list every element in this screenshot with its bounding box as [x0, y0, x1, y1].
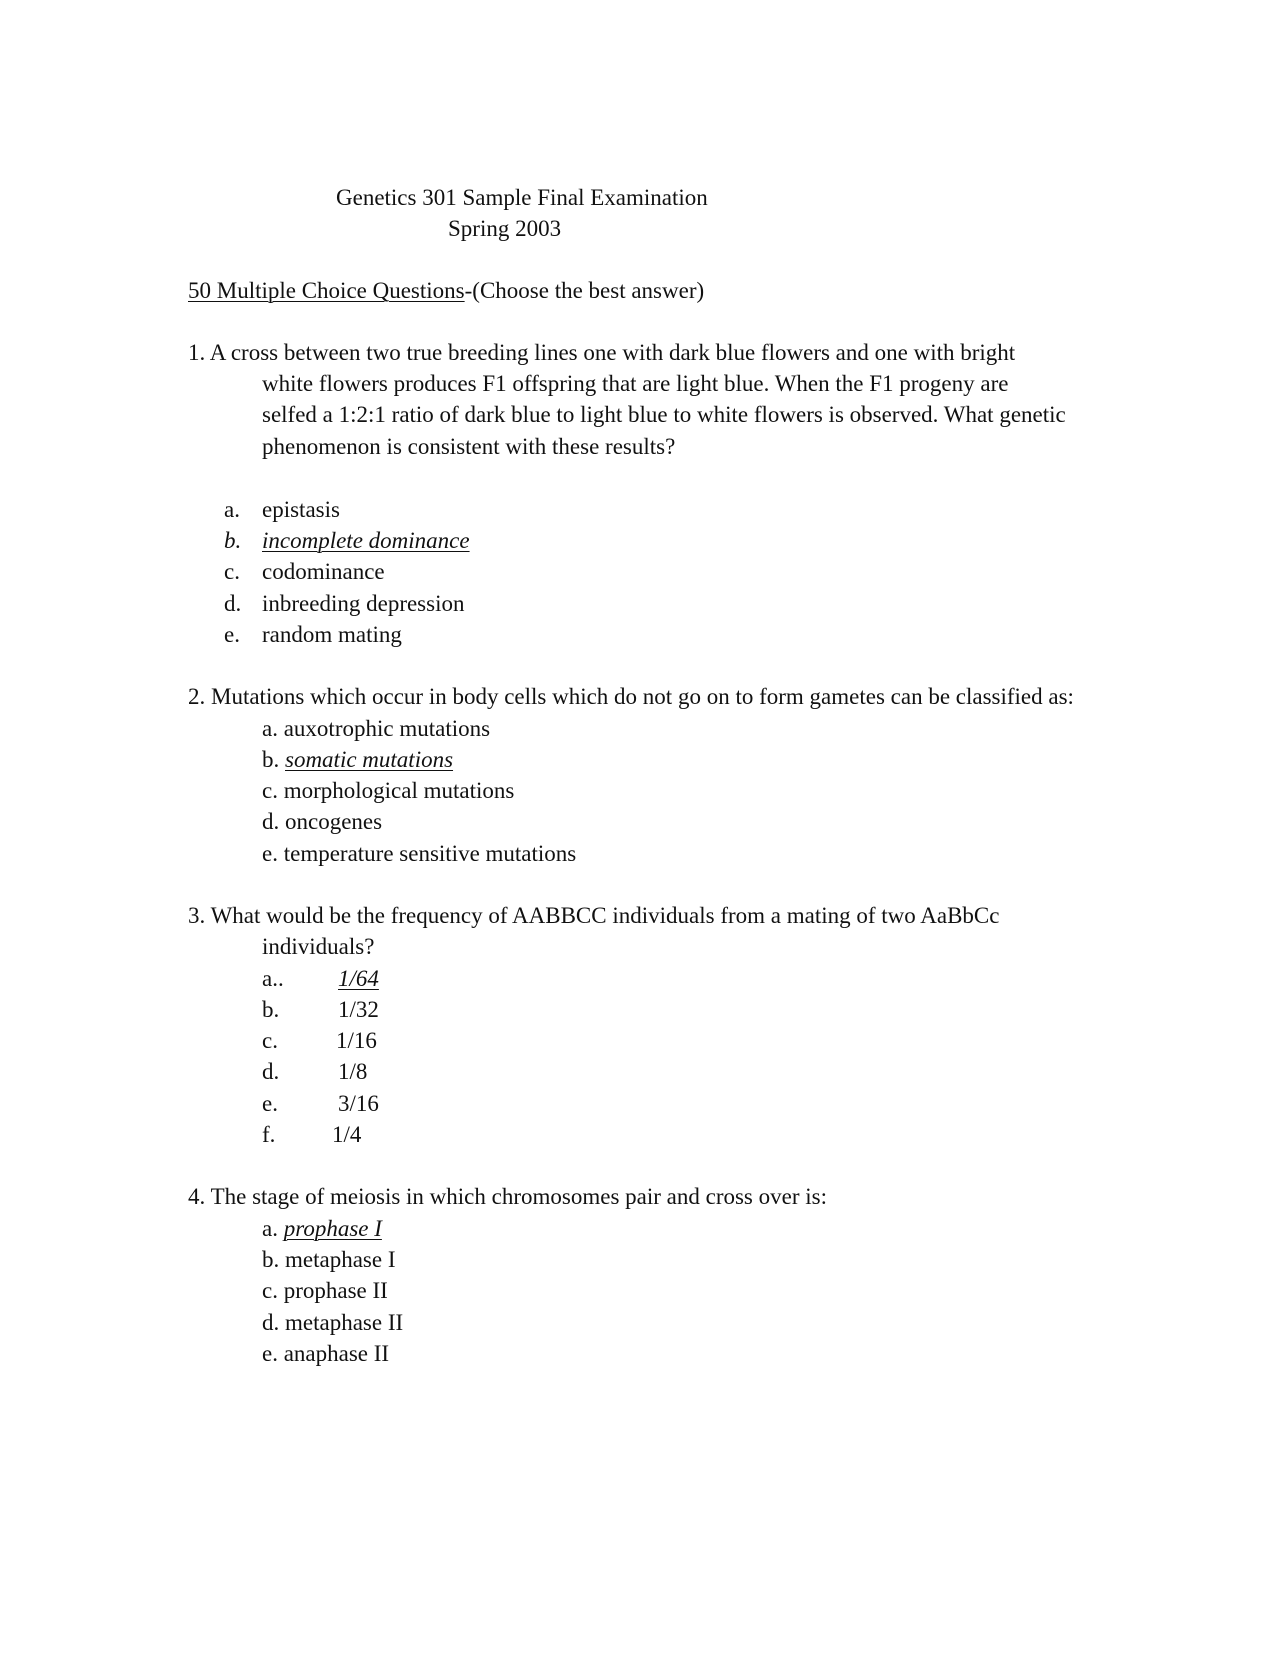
option-letter: a. — [262, 1216, 278, 1241]
q4-option-c[interactable] — [262, 1279, 388, 1302]
option-letter: b. — [224, 528, 242, 553]
q3-option-b-letter[interactable]: b. — [262, 997, 280, 1022]
option-text: anaphase II — [283, 1341, 390, 1366]
option-letter: d. — [262, 809, 280, 834]
q1-option-d-text[interactable]: inbreeding depression — [262, 591, 465, 616]
question-3-line: individuals? — [262, 934, 375, 959]
option-letter: b. — [262, 747, 280, 772]
q1-option-e[interactable] — [224, 623, 240, 646]
question-1-line: selfed a 1:2:1 ratio of dark blue to light blue to white flowers is observed. What genetic — [262, 402, 1066, 427]
option-letter: c. — [262, 1278, 278, 1303]
q3-option-e-text[interactable]: 3/16 — [338, 1091, 379, 1116]
q3-option-a-text-marked-answer[interactable]: 1/64 — [338, 966, 379, 991]
q2-option-a[interactable] — [262, 717, 490, 740]
option-letter: c. — [262, 778, 278, 803]
q2-option-e[interactable] — [262, 842, 576, 865]
q3-option-f-text[interactable]: 1/4 — [332, 1122, 362, 1147]
option-letter: a. — [224, 497, 240, 522]
option-letter: c. — [224, 559, 240, 584]
q3-option-b-text[interactable]: 1/32 — [338, 997, 379, 1022]
question-1-line: white flowers produces F1 offspring that are light blue. When the F1 progeny are — [262, 371, 1009, 396]
q4-option-e[interactable] — [262, 1342, 389, 1365]
option-text-marked-answer: prophase I — [283, 1216, 382, 1241]
option-text: metaphase I — [285, 1247, 396, 1272]
q3-option-d-text[interactable]: 1/8 — [338, 1059, 368, 1084]
option-text: metaphase II — [285, 1310, 404, 1335]
q4-option-b[interactable] — [262, 1248, 395, 1271]
q1-option-d[interactable] — [224, 592, 241, 615]
option-letter: a. — [262, 716, 278, 741]
q2-option-d[interactable] — [262, 810, 382, 833]
option-text-marked-answer: somatic mutations — [285, 747, 454, 772]
option-letter: e. — [224, 622, 240, 647]
option-letter: d. — [262, 1310, 280, 1335]
q4-option-d[interactable] — [262, 1311, 403, 1334]
option-letter: e. — [262, 841, 278, 866]
q3-option-a-letter[interactable]: a.. — [262, 966, 284, 991]
q3-option-f-letter[interactable]: f. — [262, 1122, 276, 1147]
q1-option-c-text[interactable]: codominance — [262, 559, 385, 584]
question-1-line: phenomenon is consistent with these results? — [262, 434, 676, 459]
section-heading — [188, 279, 704, 302]
q4-option-a[interactable] — [262, 1217, 382, 1240]
option-text: temperature sensitive mutations — [283, 841, 577, 866]
question-4-line: 4. The stage of meiosis in which chromosomes pair and cross over is: — [188, 1184, 827, 1209]
q3-option-e-letter[interactable]: e. — [262, 1091, 278, 1116]
exam-term: Spring 2003 — [448, 216, 562, 241]
question-1-line: 1. A cross between two true breeding lines one with dark blue flowers and one with bright — [188, 340, 1016, 365]
question-3-line: 3. What would be the frequency of AABBCC individuals from a mating of two AaBbCc — [188, 903, 1000, 928]
q1-option-b-text-marked-answer[interactable]: incomplete dominance — [262, 528, 470, 553]
q3-option-d-letter[interactable]: d. — [262, 1059, 280, 1084]
q1-option-a-text[interactable]: epistasis — [262, 497, 340, 522]
option-letter: b. — [262, 1247, 280, 1272]
q1-option-b[interactable] — [224, 529, 241, 552]
exam-title: Genetics 301 Sample Final Examination — [336, 185, 708, 210]
q1-option-e-text[interactable]: random mating — [262, 622, 402, 647]
q2-option-c[interactable] — [262, 779, 514, 802]
q1-option-a[interactable] — [224, 498, 240, 521]
section-heading-title: 50 Multiple Choice Questions — [188, 278, 465, 303]
option-text: prophase II — [283, 1278, 388, 1303]
q2-option-b[interactable] — [262, 748, 453, 771]
q3-option-c-letter[interactable]: c. — [262, 1028, 278, 1053]
q1-option-c[interactable] — [224, 560, 240, 583]
q3-option-c-text[interactable]: 1/16 — [336, 1028, 377, 1053]
option-text: auxotrophic mutations — [283, 716, 491, 741]
option-text: morphological mutations — [283, 778, 515, 803]
option-text: oncogenes — [285, 809, 383, 834]
question-2-line: 2. Mutations which occur in body cells which do not go on to form gametes can be classified as: — [188, 684, 1074, 709]
section-instruction: -(Choose the best answer) — [464, 278, 705, 303]
option-letter: d. — [224, 591, 242, 616]
option-letter: e. — [262, 1341, 278, 1366]
